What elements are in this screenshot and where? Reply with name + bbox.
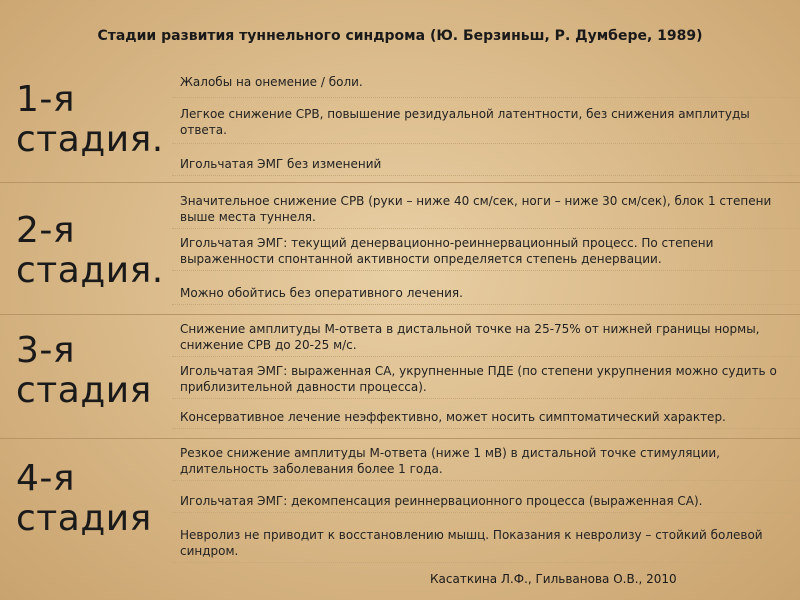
stage-2-item-1: Значительное снижение СРВ (руки – ниже 40 см/сек, ноги – ниже 30 см/сек), блок 1 степени выше места туннеля. — [172, 191, 800, 229]
stage-label-4: 4-я стадия — [16, 458, 152, 539]
stage-3-item-3: Консервативное лечение неэффективно, может носить симптоматический характер. — [172, 407, 800, 429]
stage-2-item-3: Можно обойтись без оперативного лечения. — [172, 283, 800, 305]
stage-4-item-3: Невролиз не приводит к восстановлению мышц. Показания к невролизу – стойкий болевой синдром. — [172, 525, 800, 563]
stage-row-4 — [0, 438, 800, 556]
stage-row-1 — [0, 58, 800, 178]
stage-3-item-2: Игольчатая ЭМГ: выраженная СА, укрупненные ПДЕ (по степени укрупнения можно судить о приблизительной давности процесса). — [172, 361, 800, 399]
stage-4-item-2: Игольчатая ЭМГ: декомпенсация реиннервационного процесса (выраженная СА). — [172, 491, 800, 513]
stage-3-item-1: Снижение амплитуды М-ответа в дистальной точке на 25-75% от нижней границы нормы, снижение СРВ до 20-25 м/с. — [172, 319, 800, 357]
stage-label-2: 2-я стадия. — [16, 210, 164, 291]
stage-1-item-3: Игольчатая ЭМГ без изменений — [172, 154, 800, 176]
slide-title: Стадии развития туннельного синдрома (Ю. Берзиньш, Р. Думбере, 1989) — [97, 28, 703, 44]
stage-label-3: 3-я стадия — [16, 330, 152, 411]
stages-table — [0, 58, 800, 556]
stage-row-3 — [0, 314, 800, 438]
stage-1-item-2: Легкое снижение СРВ, повышение резидуальной латентности, без снижения амплитуды ответа. — [172, 104, 800, 144]
stage-4-item-1: Резкое снижение амплитуды М-ответа (ниже 1 мВ) в дистальной точке стимуляции, длительность заболевания более 1 года. — [172, 443, 800, 481]
stage-2-item-2: Игольчатая ЭМГ: текущий денервационно-реиннервационный процесс. По степени выраженности спонтанной активности определяется степень денервации. — [172, 233, 800, 271]
stage-label-1: 1-я стадия. — [16, 79, 164, 160]
stage-row-2 — [0, 182, 800, 312]
citation-footer: Касаткина Л.Ф., Гильванова О.В., 2010 — [430, 572, 677, 586]
stage-1-item-1: Жалобы на онемение / боли. — [172, 72, 800, 98]
